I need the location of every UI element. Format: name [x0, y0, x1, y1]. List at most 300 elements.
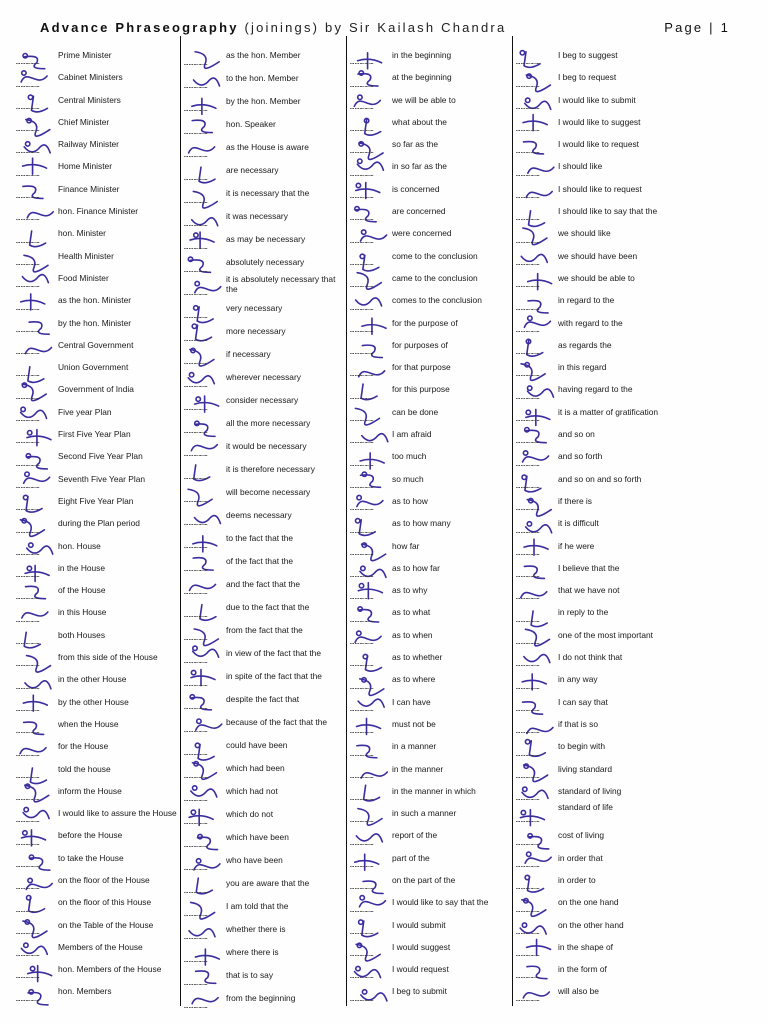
dotted-leader: …………… — [350, 682, 375, 691]
phrase-row — [516, 425, 686, 447]
phrase-row — [184, 874, 344, 897]
phrase-text: on the one hand — [558, 897, 619, 908]
dotted-leader: …………… — [516, 481, 541, 490]
dotted-leader: …………… — [184, 358, 209, 366]
phrase-text: hon. Members — [58, 986, 112, 997]
phrase-text: where there is — [226, 947, 279, 957]
phrase-row — [16, 46, 180, 68]
phrase-text: whether there is — [226, 924, 286, 934]
dotted-leader: …………… — [184, 519, 209, 527]
dotted-leader: …………… — [184, 841, 209, 849]
phrase-text: Railway Minister — [58, 139, 119, 150]
dotted-leader: …………… — [16, 905, 41, 914]
phrase-text: in spite of the fact that the — [226, 671, 322, 681]
phrase-text: hon. House — [58, 540, 101, 551]
phrase-text: in the shape of — [558, 941, 613, 952]
dotted-leader: …………… — [516, 125, 541, 134]
dotted-leader: …………… — [184, 243, 209, 251]
dotted-leader: …………… — [516, 927, 541, 936]
phrase-text: as to what — [392, 607, 431, 618]
phrase-text: were concerned — [392, 228, 452, 239]
phrase-text: Central Ministers — [58, 94, 121, 105]
dotted-leader: …………… — [350, 236, 375, 245]
phrase-text: in view of the fact that the — [226, 648, 321, 658]
phrase-row — [16, 68, 180, 90]
phrase-text: that we have not — [558, 585, 620, 596]
dotted-leader: …………… — [350, 838, 375, 847]
column-divider — [346, 36, 347, 1006]
dotted-leader: …………… — [184, 864, 209, 872]
phrase-row — [16, 157, 180, 179]
phrase-row — [16, 224, 180, 246]
phrase-text: are necessary — [226, 165, 279, 175]
phrase-text: so far as the — [392, 139, 439, 150]
dotted-leader: …………… — [350, 437, 375, 446]
phrase-row — [184, 805, 344, 828]
phrase-text: deems necessary — [226, 510, 292, 520]
dotted-leader: …………… — [184, 726, 209, 734]
phrase-row — [350, 826, 510, 848]
phrase-text: as to how many — [392, 518, 451, 529]
dotted-leader: …………… — [516, 58, 541, 67]
dotted-leader: …………… — [516, 214, 541, 223]
phrase-row — [16, 849, 180, 871]
dotted-leader: …………… — [350, 883, 375, 892]
phrase-text: hon. Speaker — [226, 119, 276, 129]
phrase-row — [16, 358, 180, 380]
phrase-text: Cabinet Ministers — [58, 72, 123, 83]
phrase-text: it is difficult — [558, 518, 599, 529]
phrase-row — [350, 492, 510, 514]
phrase-row — [516, 737, 686, 759]
dotted-leader: …………… — [184, 933, 209, 941]
phrase-row — [516, 202, 686, 224]
dotted-leader: …………… — [516, 548, 541, 557]
phrase-row — [16, 425, 180, 447]
dotted-leader: …………… — [16, 548, 41, 557]
phrase-text: I beg to submit — [392, 986, 447, 997]
dotted-leader: …………… — [16, 994, 41, 1003]
phrase-row — [516, 514, 686, 536]
dotted-leader: …………… — [16, 927, 41, 936]
dotted-leader: …………… — [516, 459, 541, 468]
dotted-leader: …………… — [516, 682, 541, 691]
dotted-leader: …………… — [516, 905, 541, 914]
phrase-row — [184, 483, 344, 506]
dotted-leader: …………… — [16, 348, 41, 357]
phrase-text: standard of living — [558, 785, 622, 796]
dotted-leader: …………… — [516, 972, 541, 981]
phrase-text: how far — [392, 540, 420, 551]
dotted-leader: …………… — [184, 680, 209, 688]
dotted-leader: …………… — [16, 838, 41, 847]
phrase-row — [350, 113, 510, 135]
phrase-row — [16, 648, 180, 670]
phrase-text: I can have — [392, 696, 431, 707]
phrase-text: in the other House — [58, 674, 127, 685]
dotted-leader: …………… — [350, 125, 375, 134]
phrase-row — [16, 336, 180, 358]
dotted-leader: …………… — [16, 392, 41, 401]
dotted-leader: …………… — [516, 303, 541, 312]
phrase-row — [516, 314, 686, 336]
dotted-leader: …………… — [350, 771, 375, 780]
phrase-text: for this purpose — [392, 384, 450, 395]
dotted-leader: …………… — [184, 59, 209, 67]
phrase-text: in order to — [558, 874, 596, 885]
phrase-row — [516, 804, 686, 826]
phrase-row — [516, 626, 686, 648]
dotted-leader: …………… — [350, 571, 375, 580]
phrase-text: Finance Minister — [58, 183, 120, 194]
phrase-text: as to where — [392, 674, 436, 685]
phrase-row — [350, 470, 510, 492]
phrase-row — [16, 447, 180, 469]
phrase-text: which have been — [226, 832, 289, 842]
phrase-text: hon. Members of the House — [58, 964, 162, 975]
phrase-text: from the fact that the — [226, 625, 303, 635]
phrase-row — [16, 492, 180, 514]
phrase-row — [350, 871, 510, 893]
phrase-row — [350, 960, 510, 982]
phrase-row — [16, 180, 180, 202]
dotted-leader: …………… — [184, 220, 209, 228]
phrase-text: it is therefore necessary — [226, 464, 315, 474]
phrase-text: Union Government — [58, 362, 129, 373]
phrase-text: I can say that — [558, 696, 608, 707]
dotted-leader: …………… — [184, 381, 209, 389]
phrase-row — [350, 46, 510, 68]
phrase-text: in this regard — [558, 362, 607, 373]
phrase-text: living standard — [558, 763, 613, 774]
phrase-text: I would like to assure the House — [58, 808, 177, 819]
phrase-row — [184, 966, 344, 989]
phrase-row — [516, 291, 686, 313]
phrase-row — [350, 314, 510, 336]
column-divider — [180, 36, 181, 1006]
phrase-row — [516, 358, 686, 380]
phrase-text: I would like to submit — [558, 94, 636, 105]
phrase-text: on the Table of the House — [58, 919, 154, 930]
phrase-row — [16, 559, 180, 581]
dotted-leader: …………… — [350, 660, 375, 669]
phrase-row — [184, 598, 344, 621]
phrase-row — [350, 247, 510, 269]
phrase-row — [184, 46, 344, 69]
phrase-text: will also be — [558, 986, 599, 997]
dotted-leader: …………… — [184, 887, 209, 895]
phrase-text: is concerned — [392, 183, 440, 194]
phrase-row — [350, 670, 510, 692]
phrase-text: of the House — [58, 585, 106, 596]
phrase-text: on the part of the — [392, 874, 456, 885]
phrase-text: Health Minister — [58, 250, 114, 261]
dotted-leader: …………… — [16, 972, 41, 981]
dotted-leader: …………… — [16, 192, 41, 201]
dotted-leader: …………… — [16, 281, 41, 290]
phrase-text: in the manner in which — [392, 785, 476, 796]
dotted-leader: …………… — [184, 473, 209, 481]
phrase-row — [16, 514, 180, 536]
phrase-row — [16, 537, 180, 559]
dotted-leader: …………… — [16, 504, 41, 513]
phrase-row — [184, 851, 344, 874]
phrase-row — [184, 345, 344, 368]
column-divider — [512, 36, 513, 1006]
dotted-leader: …………… — [184, 910, 209, 918]
phrase-row — [350, 537, 510, 559]
phrase-text: First Five Year Plan — [58, 429, 131, 440]
phrase-row — [350, 180, 510, 202]
page-header — [40, 20, 730, 46]
dotted-leader: …………… — [350, 548, 375, 557]
phrase-text: as the House is aware — [226, 142, 309, 152]
phrase-row — [516, 380, 686, 402]
phrase-row — [184, 713, 344, 736]
phrase-text: I would like to suggest — [558, 116, 641, 127]
phrase-row — [16, 291, 180, 313]
dotted-leader: …………… — [184, 749, 209, 757]
dotted-leader: …………… — [184, 312, 209, 320]
dotted-leader: …………… — [516, 258, 541, 267]
phrase-text: before the House — [58, 830, 123, 841]
dotted-leader: …………… — [16, 638, 41, 647]
phrase-text: it was necessary — [226, 211, 288, 221]
phrase-row — [184, 690, 344, 713]
phrase-text: can be done — [392, 406, 439, 417]
phrase-text: Five year Plan — [58, 406, 112, 417]
phrase-row — [184, 506, 344, 529]
phrase-text: as the hon. Member — [226, 50, 301, 60]
phrase-text: hon. Minister — [58, 228, 106, 239]
phrase-text: in such a manner — [392, 808, 457, 819]
phrase-text: came to the conclusion — [392, 272, 478, 283]
phrase-text: standard of life — [558, 802, 613, 813]
phrase-row — [516, 559, 686, 581]
phrase-text: having regard to the — [558, 384, 633, 395]
phrase-row — [516, 224, 686, 246]
phrase-text: Government of India — [58, 384, 134, 395]
phrase-row — [184, 920, 344, 943]
phrase-text: Eight Five Year Plan — [58, 495, 134, 506]
phrase-text: I beg to suggest — [558, 50, 618, 60]
phrase-row — [16, 715, 180, 737]
dotted-leader: …………… — [350, 615, 375, 624]
phrase-text: too much — [392, 451, 427, 462]
dotted-leader: …………… — [350, 860, 375, 869]
phrase-row — [16, 113, 180, 135]
dotted-leader: …………… — [184, 818, 209, 826]
phrase-row — [516, 715, 686, 737]
phrase-text: by the other House — [58, 696, 129, 707]
phrase-row — [516, 670, 686, 692]
dotted-leader: …………… — [16, 459, 41, 468]
phrase-text: it would be necessary — [226, 441, 307, 451]
phrase-text: in this House — [58, 607, 107, 618]
phrase-text: I should like — [558, 161, 603, 172]
phrase-text: for the House — [58, 741, 109, 752]
phrase-text: in the manner — [392, 763, 444, 774]
dotted-leader: …………… — [516, 370, 541, 379]
phrase-row — [184, 161, 344, 184]
phrase-text: one of the most important — [558, 629, 653, 640]
phrase-row — [350, 782, 510, 804]
phrase-row — [184, 989, 344, 1012]
phrase-text: come to the conclusion — [392, 250, 478, 261]
phrase-row — [350, 269, 510, 291]
phrase-text: as to whether — [392, 652, 443, 663]
phrase-row — [516, 492, 686, 514]
phrase-row — [184, 138, 344, 161]
dotted-leader: …………… — [516, 615, 541, 624]
phrase-row — [350, 804, 510, 826]
phrase-text: in the beginning — [392, 50, 452, 60]
phrase-text: wherever necessary — [226, 372, 301, 382]
dotted-leader: …………… — [184, 772, 209, 780]
phrase-text: part of the — [392, 852, 430, 863]
dotted-leader: …………… — [350, 281, 375, 290]
dotted-leader: …………… — [16, 860, 41, 869]
phrase-text: and the fact that the — [226, 579, 301, 589]
phrase-text: in order that — [558, 852, 603, 863]
dotted-leader: …………… — [184, 289, 209, 297]
page-title: Advance Phraseography — [40, 20, 239, 35]
dotted-leader: …………… — [516, 638, 541, 647]
phrase-row — [350, 291, 510, 313]
phrase-row — [516, 871, 686, 893]
dotted-leader: …………… — [516, 236, 541, 245]
phrase-text: with regard to the — [558, 317, 623, 328]
phrase-row — [350, 403, 510, 425]
dotted-leader: …………… — [16, 58, 41, 67]
phrase-row — [16, 626, 180, 648]
dotted-leader: …………… — [516, 415, 541, 424]
dotted-leader: …………… — [184, 703, 209, 711]
phrase-row — [516, 180, 686, 202]
phrase-text: I would request — [392, 964, 449, 975]
phrase-text: during the Plan period — [58, 518, 140, 529]
dotted-leader: …………… — [350, 727, 375, 736]
phrase-text: that is to say — [226, 970, 274, 980]
phrase-row — [16, 693, 180, 715]
phrase-text: from this side of the House — [58, 652, 158, 663]
phrase-row — [184, 276, 344, 299]
dotted-leader: …………… — [16, 80, 41, 89]
phrase-text: could have been — [226, 740, 288, 750]
phrase-text: at the beginning — [392, 72, 452, 83]
phrase-row — [350, 581, 510, 603]
dotted-leader: …………… — [350, 481, 375, 490]
phrase-row — [184, 460, 344, 483]
phrase-row — [350, 224, 510, 246]
phrase-text: which had not — [226, 786, 278, 796]
dotted-leader: …………… — [516, 816, 541, 825]
phrase-text: you are aware that the — [226, 878, 310, 888]
phrase-text: it is absolutely necessary that the — [226, 274, 336, 294]
phrase-row — [516, 46, 686, 68]
phrase-text: more necessary — [226, 326, 286, 336]
phrase-text: in the House — [58, 562, 106, 573]
phrase-text: consider necessary — [226, 395, 299, 405]
dotted-leader: …………… — [516, 771, 541, 780]
phrase-row — [16, 603, 180, 625]
dotted-leader: …………… — [184, 1002, 209, 1010]
phrase-row — [350, 938, 510, 960]
phrase-row — [350, 737, 510, 759]
phrase-row — [16, 91, 180, 113]
phrase-row — [16, 380, 180, 402]
phrase-row — [184, 828, 344, 851]
phrase-row — [16, 269, 180, 291]
dotted-leader: …………… — [184, 634, 209, 642]
phrase-text: will become necessary — [226, 487, 311, 497]
phrase-text: Seventh Five Year Plan — [58, 473, 146, 484]
dotted-leader: …………… — [16, 147, 41, 156]
phrase-text: as may be necessary — [226, 234, 306, 244]
dotted-leader: …………… — [16, 593, 41, 602]
phrase-row — [516, 849, 686, 871]
dotted-leader: …………… — [184, 404, 209, 412]
dotted-leader: …………… — [184, 151, 209, 159]
phrase-text: report of the — [392, 830, 438, 841]
phrase-row — [16, 247, 180, 269]
dotted-leader: …………… — [16, 258, 41, 267]
dotted-leader: …………… — [516, 838, 541, 847]
dotted-leader: …………… — [516, 571, 541, 580]
phrase-row — [16, 737, 180, 759]
phrase-row — [350, 916, 510, 938]
dotted-leader: …………… — [16, 325, 41, 334]
dotted-leader: …………… — [16, 481, 41, 490]
dotted-leader: …………… — [16, 816, 41, 825]
phrase-row — [184, 943, 344, 966]
dotted-leader: …………… — [350, 392, 375, 401]
phrase-row — [516, 826, 686, 848]
phrase-row — [16, 893, 180, 915]
phrase-text: in a manner — [392, 741, 437, 752]
dotted-leader: …………… — [350, 169, 375, 178]
phrase-row — [16, 960, 180, 982]
dotted-leader: …………… — [184, 588, 209, 596]
phrase-row — [350, 447, 510, 469]
phrase-text: which do not — [226, 809, 274, 819]
phrase-row — [184, 782, 344, 805]
dotted-leader: …………… — [350, 905, 375, 914]
dotted-leader: …………… — [350, 704, 375, 713]
phrase-text: absolutely necessary — [226, 257, 305, 267]
phrase-row — [350, 849, 510, 871]
phrase-text: I would like to say that the — [392, 897, 489, 908]
phrase-row — [516, 760, 686, 782]
phrase-text: as to why — [392, 585, 428, 596]
phrase-row — [516, 68, 686, 90]
phrase-row — [16, 982, 180, 1004]
phrase-text: in reply to the — [558, 607, 609, 618]
dotted-leader: …………… — [184, 128, 209, 136]
phrase-text: both Houses — [58, 629, 106, 640]
phrase-row — [350, 693, 510, 715]
dotted-leader: …………… — [516, 325, 541, 334]
phrase-row — [184, 529, 344, 552]
dotted-leader: …………… — [516, 526, 541, 535]
dotted-leader: …………… — [350, 415, 375, 424]
phrase-row — [184, 299, 344, 322]
phrase-text: of the fact that the — [226, 556, 294, 566]
phrase-text: cost of living — [558, 830, 605, 841]
dotted-leader: …………… — [350, 214, 375, 223]
dotted-leader: …………… — [516, 102, 541, 111]
phrase-row — [184, 115, 344, 138]
